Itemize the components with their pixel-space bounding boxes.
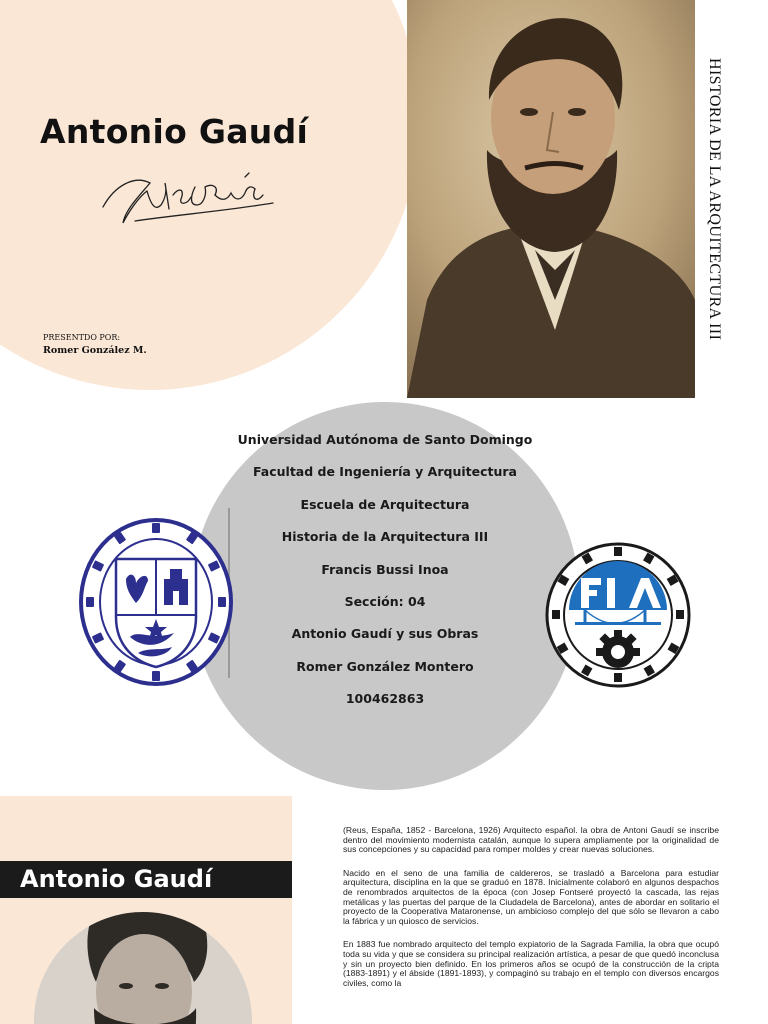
- professor-name: Francis Bussi Inoa: [321, 561, 449, 577]
- university-name: Universidad Autónoma de Santo Domingo: [237, 432, 533, 447]
- biography-title: Antonio Gaudí: [20, 865, 213, 893]
- biography-portrait-photo: [34, 912, 252, 1024]
- gaudi-portrait-photo: [407, 0, 695, 398]
- course-vertical-title-text: HISTORIA DE LA ARQUITECTURA III: [706, 57, 723, 341]
- cover-page: [0, 0, 768, 400]
- uasd-seal-icon: [78, 517, 234, 687]
- info-lines: [180, 432, 590, 724]
- course-vertical-title: [694, 0, 734, 398]
- presenter-name: Romer González M.: [43, 345, 147, 356]
- student-id: 100462863: [345, 691, 425, 707]
- fia-seal-icon: [545, 540, 691, 690]
- info-page: [0, 400, 768, 790]
- section-number: Sección: 04: [344, 593, 426, 609]
- biography-page: [0, 796, 768, 1024]
- gaudi-signature-icon: [95, 165, 285, 235]
- school-name: Escuela de Arquitectura: [300, 496, 470, 512]
- biography-paragraph: En 1883 fue nombrado arquitecto del templo expiatorio de la Sagrada Familia, la obra que ocupó toda su vida y que se considera su principal realización artística, a pesar de que quedó inconclusa y sin un proyecto bien definido. En los primeros años se ocupó de la construcción de la cripta (1883-1891) y el ábside (1891-1893), y compaginó su trabajo en el templo con diversos encargos civiles, como la: [343, 939, 719, 988]
- biography-text: [343, 826, 719, 1002]
- cover-title: Antonio Gaudí: [40, 112, 309, 151]
- biography-paragraph: Nacido en el seno de una familia de caldereros, se trasladó a Barcelona para estudiar arquitectura, disciplina en la que se graduó en 1878. Inicialmente colaboró en algunos despachos de renombrados arquitectos de la época (con Josep Fontseré proyectó la cascada, las rejas metálicas y las puertas del parque de la Ciudadela de Barcelona), antes de abordar en solitario el proyecto de la Cooperativa Mataronense, un ambicioso complejo del que sólo se llevaron a cabo la fábrica y un quiosco de servicios.: [343, 867, 719, 926]
- presented-by-label: PRESENTDO POR:: [43, 333, 121, 342]
- biography-paragraph: (Reus, España, 1852 - Barcelona, 1926) Arquitecto español. la obra de Antoni Gaudí se inscribe dentro del movimiento modernista catalán, aunque lo supera ampliamente por la originalidad de sus concepciones y su capacidad para romper moldes y crear nuevas soluciones.: [343, 825, 719, 855]
- assignment-title: Antonio Gaudí y sus Obras: [291, 626, 479, 642]
- course-name: Historia de la Arquitectura III: [281, 529, 489, 545]
- biography-side-panel: [0, 796, 292, 1024]
- student-name: Romer González Montero: [296, 658, 474, 674]
- faculty-name: Facultad de Ingeniería y Arquitectura: [252, 464, 517, 480]
